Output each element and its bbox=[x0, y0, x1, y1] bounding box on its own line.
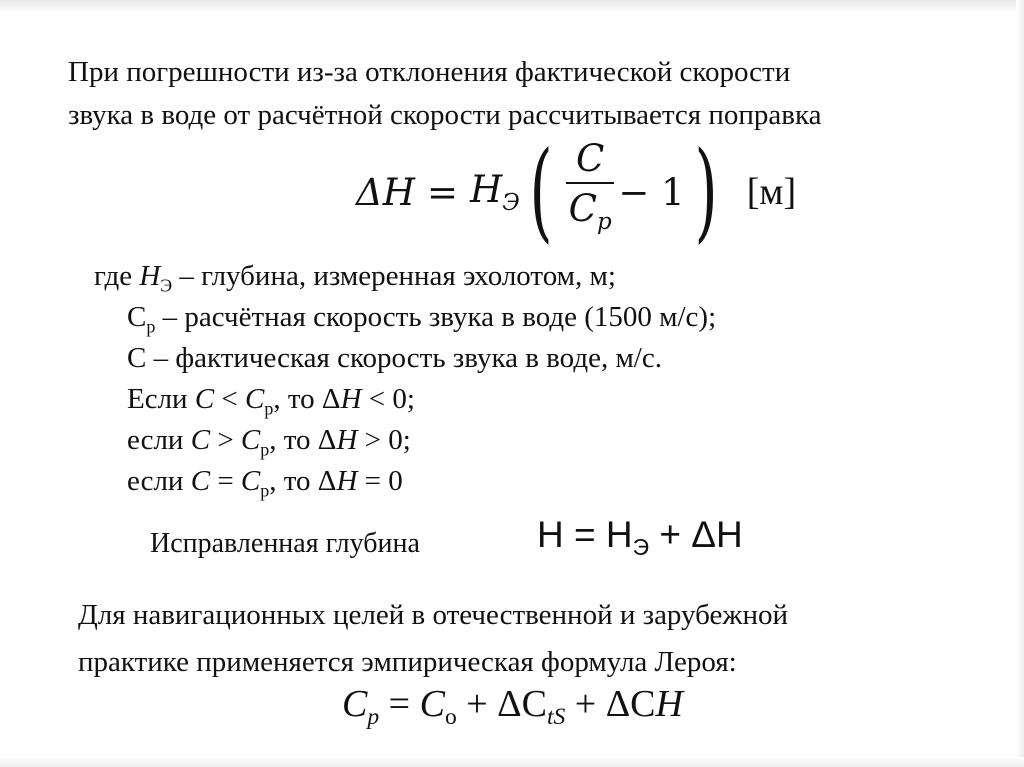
formula1-right-paren: ) bbox=[694, 129, 718, 254]
formula1-h: $H_Э$ bbox=[470, 167, 520, 216]
formula1-h-sub: Э bbox=[502, 190, 520, 216]
formula1-fraction bbox=[566, 136, 614, 247]
formula1-unit: [м] bbox=[746, 171, 797, 213]
definition-c: C – фактическая скорость звука в воде, м/с. bbox=[127, 342, 662, 374]
leroy-formula: $C_p = C_o + \Delta C_{tS} + \Delta CH$ bbox=[342, 683, 683, 731]
formula1-lhs: ΔH bbox=[356, 170, 415, 214]
leroy-line-2: практике применяется эмпирическая формула Лероя: bbox=[78, 646, 737, 678]
formula1-numerator: C bbox=[576, 137, 605, 181]
formula1-denominator: $C_p$ bbox=[568, 187, 612, 236]
intro-line-2: звука в воде от расчётной скорости рассчитывается поправка bbox=[68, 99, 822, 131]
condition-greater: если $C > C_р$, то ΔH > 0; bbox=[127, 424, 411, 460]
condition-equal: если $C = C_р$, то ΔH = 0 bbox=[127, 465, 403, 501]
definitions-list bbox=[94, 256, 716, 502]
intro-line-1: При погрешности из-за отклонения фактической скорости bbox=[68, 56, 791, 88]
leroy-paragraph bbox=[78, 598, 788, 692]
corrected-depth-label: Исправленная глубина bbox=[150, 528, 420, 559]
slide-frame-top bbox=[0, 0, 1024, 14]
condition-less: Если $C < C_р$, то ΔH < 0; bbox=[127, 383, 415, 419]
definition-he: где $H_Э$ – глубина, измеренная эхолотом, м; bbox=[94, 260, 616, 296]
slide-frame-right bbox=[1016, 0, 1024, 767]
definition-cp: $C_р$ – расчётная скорость звука в воде (1500 м/с); bbox=[127, 301, 717, 337]
correction-formula bbox=[356, 129, 797, 254]
slide-frame-bottom bbox=[0, 757, 1024, 767]
formula1-equals: = bbox=[427, 170, 459, 214]
corrected-depth-formula: $H = H_Э + \Delta H$ bbox=[537, 514, 743, 561]
leroy-line-1: Для навигационных целей в отечественной и зарубежной bbox=[78, 599, 788, 631]
formula1-minus-one: − 1 bbox=[618, 170, 685, 214]
formula1-left-paren: ( bbox=[529, 129, 553, 254]
